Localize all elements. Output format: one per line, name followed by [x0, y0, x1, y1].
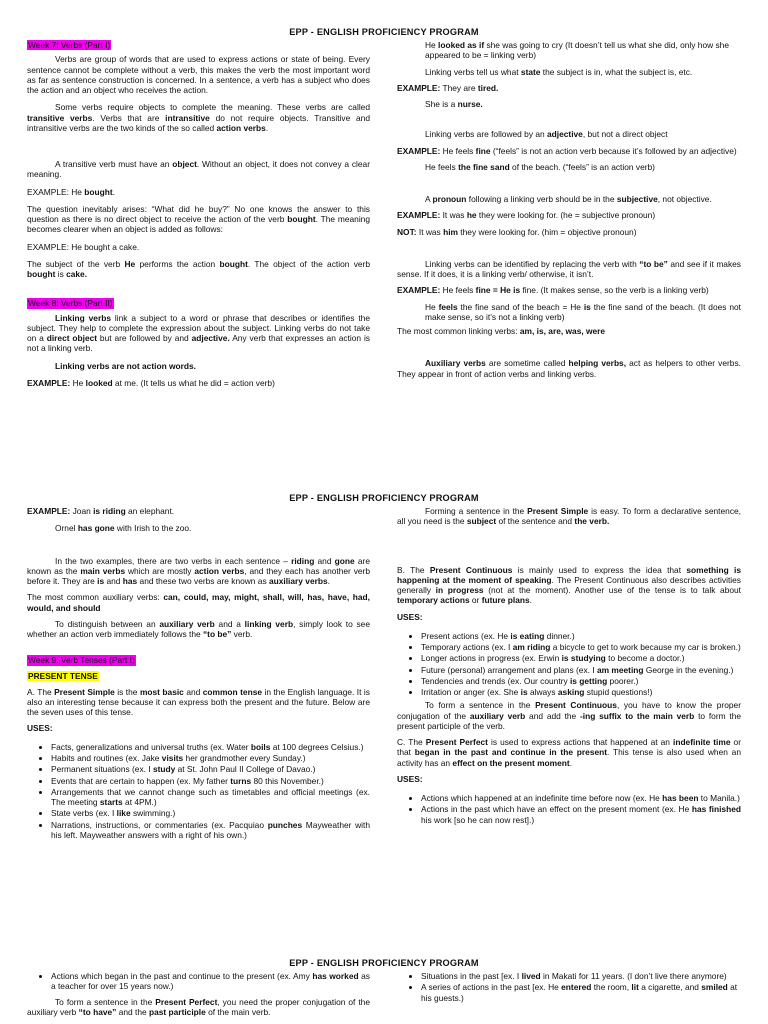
- list-item: • Habits and routines (ex. Jake visits her grandmother every Sunday.): [51, 753, 370, 763]
- list-item: • Facts, generalizations and universal truths (ex. Water boils at 100 degrees Celsius.): [51, 742, 370, 752]
- example: EXAMPLE: Joan is riding an elephant.: [27, 506, 175, 516]
- paragraph: Linking verbs can be identified by replacing the verb with “to be” and see if it makes sense. If it does, it is a linking verb/ otherwise, it isn’t.: [397, 258, 741, 279]
- list-item: • Events that are certain to happen (ex. My father turns 80 this November.): [51, 776, 370, 786]
- document-page-2: [0, 491, 768, 931]
- paragraph: To form a sentence in the Present Perfect, you need the proper conjugation of the auxiliary verb “to have” and the past participle of the main verb.: [27, 996, 370, 1017]
- list-item: • Actions which happened at an indefinite time before now (ex. He has been to Manila.): [421, 793, 741, 803]
- list-item: • Arrangements that we cannot change such as timetables and official meetings (ex. The meeting starts at 4PM.): [51, 787, 370, 808]
- example: EXAMPLE: They are tired.: [397, 82, 499, 93]
- list-item: • A series of actions in the past [ex. He entered the room, lit a cigarette, and smiled at his guests.): [421, 982, 741, 1003]
- paragraph: In the two examples, there are two verbs in each sentence – riding and gone are known as the main verbs which are mostly action verbs, and they each has another verb before it. They are is and has and these two verbs are known as auxiliary verbs.: [27, 555, 370, 586]
- example: She is a nurse.: [425, 99, 483, 109]
- uses-list: [27, 971, 370, 992]
- example: EXAMPLE: He looked at me. (It tells us what he did = action verb): [27, 377, 275, 388]
- paragraph: Linking verbs are followed by an adjective, but not a direct object: [425, 129, 668, 140]
- page-title: EPP - ENGLISH PROFICIENCY PROGRAM: [289, 958, 479, 968]
- list-item: • Irritation or anger (ex. She is always asking stupid questions!): [421, 687, 741, 697]
- example: Ornel has gone with Irish to the zoo.: [55, 523, 192, 534]
- list-item: • Present actions (ex. He is eating dinner.): [421, 631, 741, 641]
- paragraph: The subject of the verb He performs the action bought. The object of the action verb bought is cake.: [27, 258, 370, 279]
- uses-heading: USES:: [397, 611, 423, 622]
- paragraph: A transitive verb must have an object. Without an object, it does not convey a clear meaning.: [27, 159, 370, 180]
- uses-heading: USES:: [27, 722, 53, 733]
- paragraph: Auxiliary verbs are sometime called helping verbs, act as helpers to other verbs. They appear in front of action verbs and linking verbs.: [397, 358, 741, 379]
- paragraph: Some verbs require objects to complete the meaning. These verbs are called transitive verbs. Verbs that are intransitive do not require objects. Transitive and intransitive verbs are the two kinds of the so called action verbs.: [27, 102, 370, 133]
- paragraph: B. The Present Continuous is mainly used to express the idea that something is happening at the moment of speaking. The Present Continuous also describes activities generally in progress (not at the moment). Another use of the tense is to talk about temporary actions or future plans.: [397, 564, 741, 606]
- paragraph: To distinguish between an auxiliary verb and a linking verb, simply look to see whether an action verb immediately follows the “to be” verb.: [27, 618, 370, 639]
- paragraph: The question inevitably arises: “What did he buy?” No one knows the answer to this question as there is no direct object to receive the action of the verb bought. The meaning becomes clearer when an object is added as follows:: [27, 203, 370, 235]
- left-column: [27, 40, 370, 388]
- uses-list: [397, 631, 741, 698]
- list-item: • Narrations, instructions, or commentaries (ex. Pacquiao punches Mayweather with his left. Mayweather answers with a right of his own.): [51, 820, 370, 841]
- paragraph: The most common linking verbs: am, is, are, was, were: [397, 326, 606, 336]
- list-item: • Temporary actions (ex. I am riding a bicycle to get to work because my car is broken.): [421, 642, 741, 652]
- page-title: EPP - ENGLISH PROFICIENCY PROGRAM: [289, 493, 479, 503]
- right-column: [397, 506, 741, 826]
- example: EXAMPLE: He bought a cake.: [27, 241, 140, 252]
- uses-list: [27, 742, 370, 840]
- document-page-1: [0, 24, 768, 454]
- uses-list: [397, 971, 741, 1003]
- left-column: [27, 506, 370, 841]
- paragraph: Linking verbs tell us what state the subject is in, what the subject is, etc.: [425, 66, 693, 77]
- paragraph: A. The Present Simple is the most basic and common tense in the English language. It is also an interesting tense because it can express both the present and the future. Below are the seven uses of this tense.: [27, 686, 370, 718]
- example: EXAMPLE: It was he they were looking for. (he = subjective pronoun): [397, 210, 656, 221]
- list-item: • Future (personal) arrangement and plans (ex. I am meeting George in the evening.): [421, 665, 741, 675]
- paragraph: He looked as if she was going to cry (It doesn’t tell us what she did, only how she appeared to be = linking verb): [425, 40, 729, 61]
- uses-list: [397, 793, 741, 825]
- paragraph: Forming a sentence in the Present Simple is easy. To form a declarative sentence, all you need is the subject of the sentence and the verb.: [397, 506, 741, 527]
- example: EXAMPLE: He bought.: [27, 186, 115, 197]
- paragraph: Linking verbs are not action words.: [55, 360, 197, 371]
- paragraph: C. The Present Perfect is used to express actions that happened at an indefinite time or that began in the past and continue in the present. This tense is also used when an activity has an effect on the present moment.: [397, 737, 741, 768]
- list-item: • Actions in the past which have an effect on the present moment (ex. He has finished his work [so he can now rest].): [421, 804, 741, 825]
- example: He feels the fine sand of the beach = He is the fine sand of the beach. (It does not make sense, so it’s not a linking verb): [425, 301, 741, 322]
- page-title: EPP - ENGLISH PROFICIENCY PROGRAM: [289, 27, 479, 37]
- example: NOT: It was him they were looking for. (him = objective pronoun): [397, 226, 637, 237]
- example: He feels the fine sand of the beach. (“feels” is an action verb): [425, 161, 655, 172]
- week-8-label: Week 8: Verbs (Part II): [28, 298, 113, 309]
- list-item: • Actions which began in the past and continue to the present (ex. Amy has worked as a teacher for over 15 years now.): [51, 971, 370, 992]
- list-item: • State verbs (ex. I like swimming.): [51, 808, 370, 818]
- week-7-label: Week 7: Verbs (Part I): [28, 40, 111, 50]
- right-column: [397, 40, 741, 379]
- document-page-3: [0, 958, 768, 1024]
- paragraph: Verbs are group of words that are used to express actions or state of being. Every sentence cannot be complete without a verb, this makes the verb the most important word as far as sentence construction is concerned. In a sentence, a verb has a subject who does the action and an object who receives the action.: [27, 54, 370, 95]
- uses-heading: USES:: [397, 773, 423, 784]
- list-item: • Situations in the past [ex. I lived in Makati for 11 years. (I don’t live there anymore): [421, 971, 741, 981]
- present-tense-label: PRESENT TENSE: [28, 670, 98, 681]
- list-item: • Tendencies and trends (ex. Our country is getting poorer.): [421, 676, 741, 686]
- week-9-label: Week 9: Verb Tenses (Part I): [28, 655, 135, 666]
- example: EXAMPLE: He feels fine (“feels” is not an action verb because it’s followed by an adjective): [397, 145, 737, 156]
- list-item: • Permanent situations (ex. I study at St. John Paul II College of Davao.): [51, 764, 370, 774]
- right-column: [397, 971, 741, 1004]
- left-column: [27, 971, 370, 1017]
- paragraph: Linking verbs link a subject to a word or phrase that describes or identifies the subject. They help to complete the expression about the subject. Linking verbs do not take on a direct object but are followed by and adjective. Any verb that expresses an action is not a linking verb.: [27, 312, 370, 354]
- list-item: • Longer actions in progress (ex. Erwin is studying to become a doctor.): [421, 653, 741, 663]
- paragraph: To form a sentence in the Present Continuous, you have to know the proper conjugation of the auxiliary verb and add the -ing suffix to the main verb to form the present participle of the verb.: [397, 700, 742, 731]
- paragraph: The most common auxiliary verbs: can, could, may, might, shall, will, has, have, had, would, and should: [27, 592, 370, 613]
- example: EXAMPLE: He feels fine = He is fine. (It makes sense, so the verb is a linking verb): [397, 285, 709, 296]
- paragraph: A pronoun following a linking verb should be in the subjective, not objective.: [425, 194, 712, 204]
